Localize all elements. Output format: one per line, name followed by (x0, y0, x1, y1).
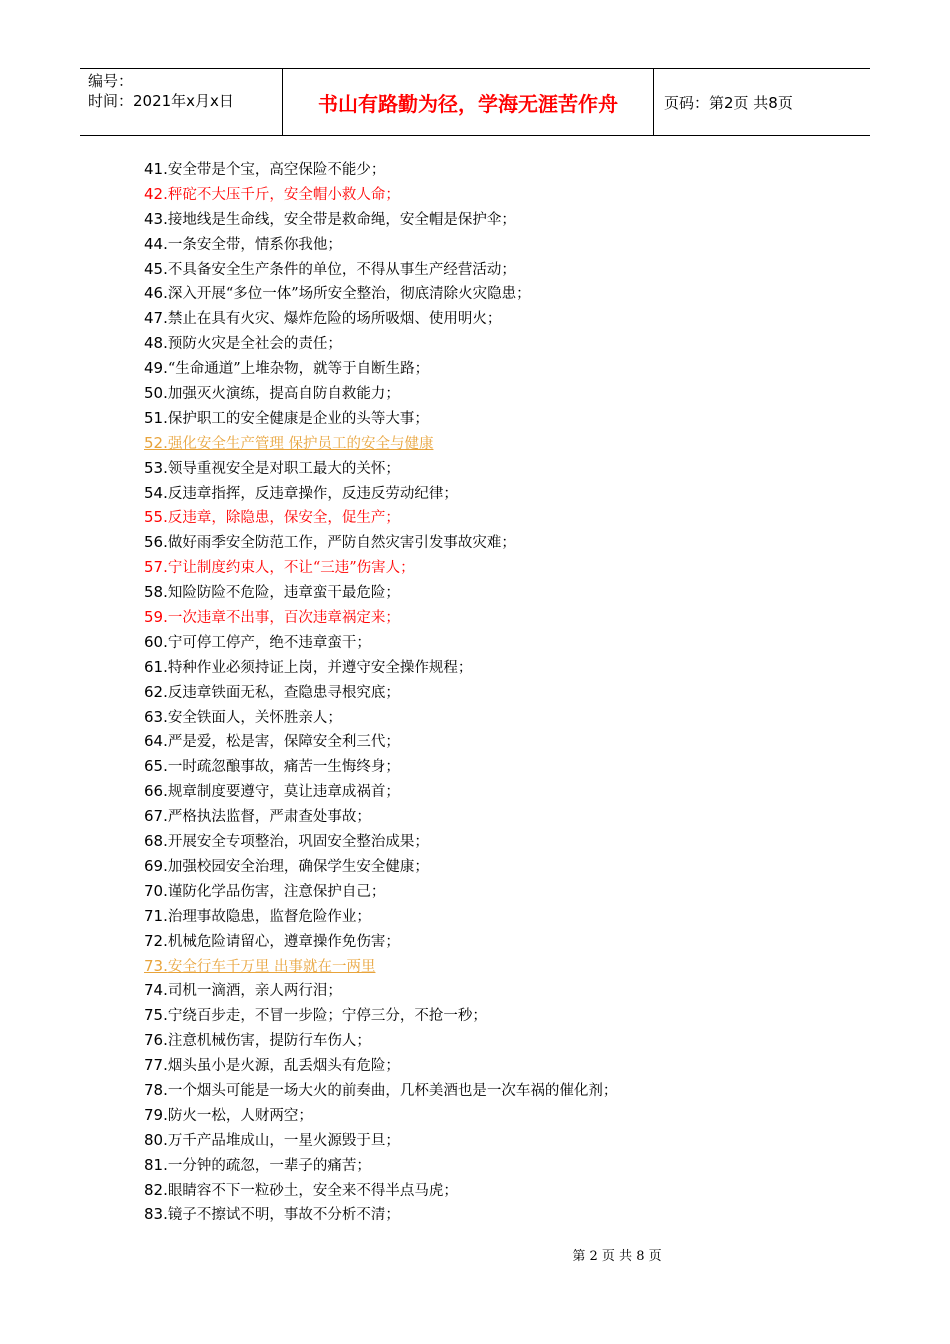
item-text: “生命通道”上堆杂物，就等于自断生路； (167, 361, 430, 378)
item-number: 59. (144, 608, 168, 627)
item-number: 60. (144, 632, 168, 651)
item-text: 安全带是个宝，高空保险不能少； (167, 162, 386, 178)
list-item (144, 331, 864, 356)
item-text: 一次违章不出事，百次违章祸定来； (167, 610, 400, 627)
item-text: 一时疏忽酿事故，痛苦一生悔终身； (167, 759, 400, 776)
list-item (144, 1128, 864, 1153)
item-text: 特种作业必须持证上岗，并遵守安全操作规程； (167, 659, 473, 676)
item-number: 81. (144, 1155, 168, 1174)
item-text: 烟头虽小是火源，乱丢烟头有危险； (167, 1058, 400, 1075)
item-number: 78. (144, 1080, 168, 1099)
list-item (144, 605, 864, 630)
item-number: 58. (144, 583, 168, 602)
item-text: 机械危险请留心，遵章操作免伤害； (167, 933, 400, 950)
header-page-label: 页码：第2页 共8页 (664, 93, 793, 112)
item-text: 保护职工的安全健康是企业的头等大事； (167, 410, 429, 427)
item-number: 43. (144, 209, 168, 228)
item-text: 强化安全生产管理 保护员工的安全与健康 (167, 435, 434, 452)
item-text: 加强校园安全治理，确保学生安全健康； (167, 858, 429, 875)
item-number: 57. (144, 558, 168, 577)
item-text: 严格执法监督，严肃查处事故； (167, 809, 371, 826)
item-text: 不具备安全生产条件的单位，不得从事生产经营活动； (167, 261, 516, 278)
list-item (144, 306, 864, 331)
list-item (144, 1103, 864, 1128)
list-item (144, 1028, 864, 1053)
item-number: 62. (144, 682, 168, 701)
item-number: 70. (144, 881, 168, 900)
item-text: 深入开展“多位一体”场所安全整治，彻底清除火灾隐患； (167, 286, 531, 303)
list-item (144, 381, 864, 406)
item-text: 司机一滴酒，亲人两行泪； (167, 983, 342, 1000)
slogan-list (144, 157, 864, 1227)
item-text: 宁让制度约束人，不让“三违”伤害人； (167, 560, 415, 577)
list-item (144, 1053, 864, 1078)
item-text: 严是爱，松是害，保障安全利三代； (167, 734, 400, 751)
list-item (144, 207, 864, 232)
footer-page-number: 第 2 页 共 8 页 (572, 1249, 662, 1264)
list-item (144, 929, 864, 954)
item-text: 预防火灾是全社会的责任； (167, 336, 342, 353)
item-number: 71. (144, 906, 168, 925)
list-item (144, 481, 864, 506)
item-text: 万千产品堆成山，一星火源毁于旦； (167, 1132, 400, 1149)
list-item (144, 356, 864, 381)
item-number: 79. (144, 1105, 168, 1124)
list-item (144, 1078, 864, 1103)
item-number: 42. (144, 184, 168, 203)
list-item (144, 257, 864, 282)
item-text: 禁止在具有火灾、爆炸危险的场所吸烟、使用明火； (167, 311, 502, 328)
item-number: 56. (144, 533, 168, 552)
item-text: 做好雨季安全防范工作，严防自然灾害引发事故灾难； (167, 535, 516, 552)
item-number: 52. (144, 433, 168, 452)
item-number: 73. (144, 956, 168, 975)
header-motto: 书山有路勤为径，学海无涯苦作舟 (282, 69, 654, 135)
list-item[interactable] (144, 954, 864, 979)
item-number: 41. (144, 160, 168, 178)
item-number: 44. (144, 234, 168, 253)
list-item (144, 1178, 864, 1203)
list-item (144, 1003, 864, 1028)
item-number: 69. (144, 856, 168, 875)
list-item (144, 232, 864, 257)
item-text: 注意机械伤害，提防行车伤人； (167, 1033, 371, 1050)
item-text: 知险防险不危险，违章蛮干最危险； (167, 585, 400, 602)
item-number: 76. (144, 1031, 168, 1050)
list-item (144, 182, 864, 207)
item-text: 安全铁面人，关怀胜亲人； (167, 709, 342, 726)
item-number: 66. (144, 782, 168, 801)
item-text: 开展安全专项整治，巩固安全整治成果； (167, 834, 429, 851)
item-text: 眼睛容不下一粒砂土，安全来不得半点马虎； (167, 1182, 458, 1199)
time-label: 时间：2021年x月x日 (88, 92, 234, 110)
page-footer (0, 1245, 950, 1264)
list-item (144, 530, 864, 555)
item-text: 秤砣不大压千斤，安全帽小救人命； (167, 186, 400, 203)
list-item (144, 1202, 864, 1227)
item-text: 宁绕百步走，不冒一步险；宁停三分，不抢一秒； (167, 1008, 487, 1025)
item-number: 48. (144, 334, 168, 353)
list-item (144, 655, 864, 680)
item-number: 80. (144, 1130, 168, 1149)
item-text: 镜子不擦试不明，事故不分析不清； (167, 1207, 400, 1224)
item-text: 防火一松，人财两空； (167, 1107, 313, 1124)
list-item (144, 705, 864, 730)
item-text: 规章制度要遵守，莫让违章成祸首； (167, 784, 400, 801)
item-number: 68. (144, 832, 168, 851)
list-item (144, 729, 864, 754)
item-text: 接地线是生命线，安全带是救命绳，安全帽是保护伞； (167, 211, 516, 228)
item-text: 反违章铁面无私，查隐患寻根究底； (167, 684, 400, 701)
item-number: 50. (144, 384, 168, 403)
item-number: 77. (144, 1056, 168, 1075)
item-number: 54. (144, 483, 168, 502)
item-number: 65. (144, 757, 168, 776)
list-item (144, 1153, 864, 1178)
item-number: 63. (144, 707, 168, 726)
number-label: 编号： (88, 72, 134, 90)
item-text: 治理事故隐患，监督危险作业； (167, 908, 371, 925)
item-number: 74. (144, 981, 168, 1000)
list-item (144, 829, 864, 854)
item-text: 反违章，除隐患，保安全，促生产； (167, 510, 400, 527)
list-item (144, 680, 864, 705)
list-item (144, 580, 864, 605)
page-header (80, 68, 870, 136)
list-item (144, 879, 864, 904)
list-item (144, 505, 864, 530)
list-item (144, 406, 864, 431)
item-number: 67. (144, 807, 168, 826)
item-number: 47. (144, 309, 168, 328)
item-text: 加强灭火演练，提高自防自救能力； (167, 386, 400, 403)
item-text: 一个烟头可能是一场大火的前奏曲，几杯美酒也是一次车祸的催化剂； (167, 1082, 618, 1099)
item-text: 一分钟的疏忽，一辈子的痛苦； (167, 1157, 371, 1174)
item-number: 45. (144, 259, 168, 278)
list-item (144, 804, 864, 829)
list-item (144, 978, 864, 1003)
list-item (144, 754, 864, 779)
item-number: 82. (144, 1180, 168, 1199)
list-item (144, 281, 864, 306)
item-number: 64. (144, 732, 168, 751)
item-text: 谨防化学品伤害，注意保护自己； (167, 883, 386, 900)
list-item (144, 456, 864, 481)
header-meta (80, 69, 282, 135)
item-text: 一条安全带，情系你我他； (167, 236, 342, 253)
item-number: 75. (144, 1006, 168, 1025)
item-number: 72. (144, 931, 168, 950)
item-text: 领导重视安全是对职工最大的关怀； (167, 460, 400, 477)
list-item (144, 630, 864, 655)
list-item (144, 555, 864, 580)
list-item (144, 779, 864, 804)
item-number: 51. (144, 408, 168, 427)
item-text: 安全行车千万里 出事就在一两里 (167, 958, 376, 975)
list-item (144, 904, 864, 929)
item-number: 46. (144, 284, 168, 303)
list-item (144, 854, 864, 879)
item-number: 53. (144, 458, 168, 477)
list-item[interactable] (144, 431, 864, 456)
list-item (144, 157, 864, 182)
item-number: 55. (144, 508, 168, 527)
item-number: 49. (144, 359, 168, 378)
item-text: 宁可停工停产，绝不违章蛮干； (167, 634, 371, 651)
item-number: 83. (144, 1205, 168, 1224)
item-text: 反违章指挥，反违章操作，反违反劳动纪律； (167, 485, 458, 502)
item-number: 61. (144, 657, 168, 676)
